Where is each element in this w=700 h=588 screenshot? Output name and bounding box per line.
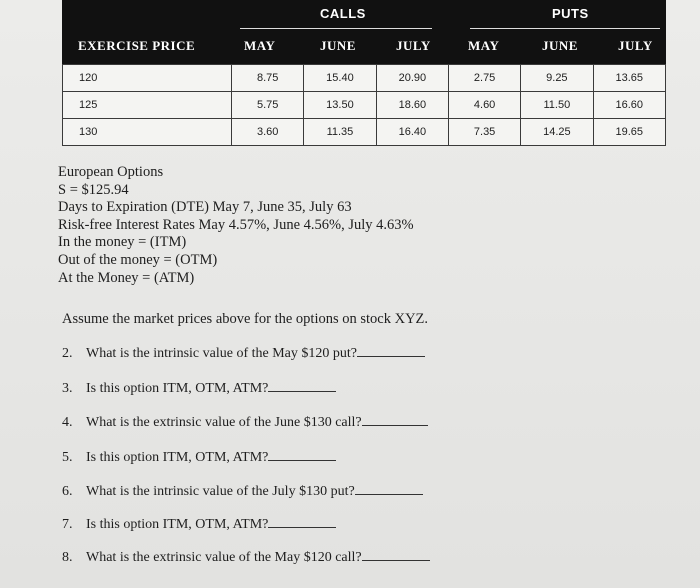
question-text: What is the intrinsic value of the May $120 put? xyxy=(86,346,357,361)
table-cell: 8.75 xyxy=(232,65,304,92)
question-number: 6. xyxy=(62,484,73,499)
table-cell: 130 xyxy=(63,119,232,146)
note-line: Risk-free Interest Rates May 4.57%, June 4.56%, July 4.63% xyxy=(58,216,414,233)
table-cell: 5.75 xyxy=(232,92,304,119)
note-line: Out of the money = (OTM) xyxy=(58,251,218,268)
table-cell: 9.25 xyxy=(521,65,593,92)
answer-blank[interactable] xyxy=(355,493,423,495)
note-line: At the Money = (ATM) xyxy=(58,269,195,286)
table-cell: 16.60 xyxy=(593,92,665,119)
table-cell: 13.65 xyxy=(593,65,665,92)
note-line: In the money = (ITM) xyxy=(58,234,187,251)
note-line: S = $125.94 xyxy=(58,181,129,198)
question-text: Is this option ITM, OTM, ATM? xyxy=(86,450,269,465)
question-2 xyxy=(62,346,425,362)
col-calls-july: JULY xyxy=(396,38,431,53)
table-cell: 120 xyxy=(63,65,232,92)
table-cell: 15.40 xyxy=(304,65,376,92)
table-cell: 125 xyxy=(63,92,232,119)
table-cell: 4.60 xyxy=(449,92,521,119)
col-puts-june: JUNE xyxy=(542,38,578,53)
question-number: 5. xyxy=(62,450,73,465)
question-text: Is this option ITM, OTM, ATM? xyxy=(86,517,269,532)
question-6 xyxy=(62,484,423,500)
table-row xyxy=(63,119,666,146)
question-text: Is this option ITM, OTM, ATM? xyxy=(86,381,269,396)
col-calls-june: JUNE xyxy=(320,38,356,53)
question-8 xyxy=(62,550,430,566)
puts-group-label: PUTS xyxy=(552,6,589,21)
question-text: What is the extrinsic value of the May $120 call? xyxy=(86,550,362,565)
table-cell: 7.35 xyxy=(449,119,521,146)
col-puts-may: MAY xyxy=(468,38,500,53)
question-number: 3. xyxy=(62,381,73,396)
table-cell: 19.65 xyxy=(593,119,665,146)
note-line: European Options xyxy=(58,164,164,180)
options-notes xyxy=(58,164,414,287)
question-number: 7. xyxy=(62,517,73,532)
note-line: Days to Expiration (DTE) May 7, June 35, July 63 xyxy=(58,199,352,216)
col-exercise-price: EXERCISE PRICE xyxy=(78,38,196,53)
col-puts-july: JULY xyxy=(618,38,653,53)
table-cell: 11.35 xyxy=(304,119,376,146)
question-5 xyxy=(62,450,336,466)
table-cell: 16.40 xyxy=(376,119,448,146)
table-header xyxy=(62,0,666,64)
question-text: What is the intrinsic value of the July $130 put? xyxy=(86,484,355,499)
table-cell: 13.50 xyxy=(304,92,376,119)
options-table xyxy=(62,64,666,146)
answer-blank[interactable] xyxy=(362,424,428,426)
puts-divider xyxy=(470,28,660,29)
answer-blank[interactable] xyxy=(268,459,336,461)
question-3 xyxy=(62,381,336,397)
table-cell: 18.60 xyxy=(376,92,448,119)
question-number: 8. xyxy=(62,550,73,565)
question-7 xyxy=(62,517,336,533)
question-text: What is the extrinsic value of the June $130 call? xyxy=(86,415,362,430)
question-number: 2. xyxy=(62,346,73,361)
question-number: 4. xyxy=(62,415,73,430)
table-cell: 20.90 xyxy=(376,65,448,92)
calls-divider xyxy=(240,28,432,29)
table-cell: 3.60 xyxy=(232,119,304,146)
answer-blank[interactable] xyxy=(357,355,425,357)
calls-group-label: CALLS xyxy=(320,6,366,21)
table-cell: 11.50 xyxy=(521,92,593,119)
answer-blank[interactable] xyxy=(268,390,336,392)
table-cell: 2.75 xyxy=(449,65,521,92)
table-cell: 14.25 xyxy=(521,119,593,146)
answer-blank[interactable] xyxy=(362,559,430,561)
question-4 xyxy=(62,415,428,431)
table-row xyxy=(63,65,666,92)
answer-blank[interactable] xyxy=(268,526,336,528)
col-calls-may: MAY xyxy=(244,38,276,53)
table-row xyxy=(63,92,666,119)
assumption-text: Assume the market prices above for the options on stock XYZ. xyxy=(62,311,429,327)
